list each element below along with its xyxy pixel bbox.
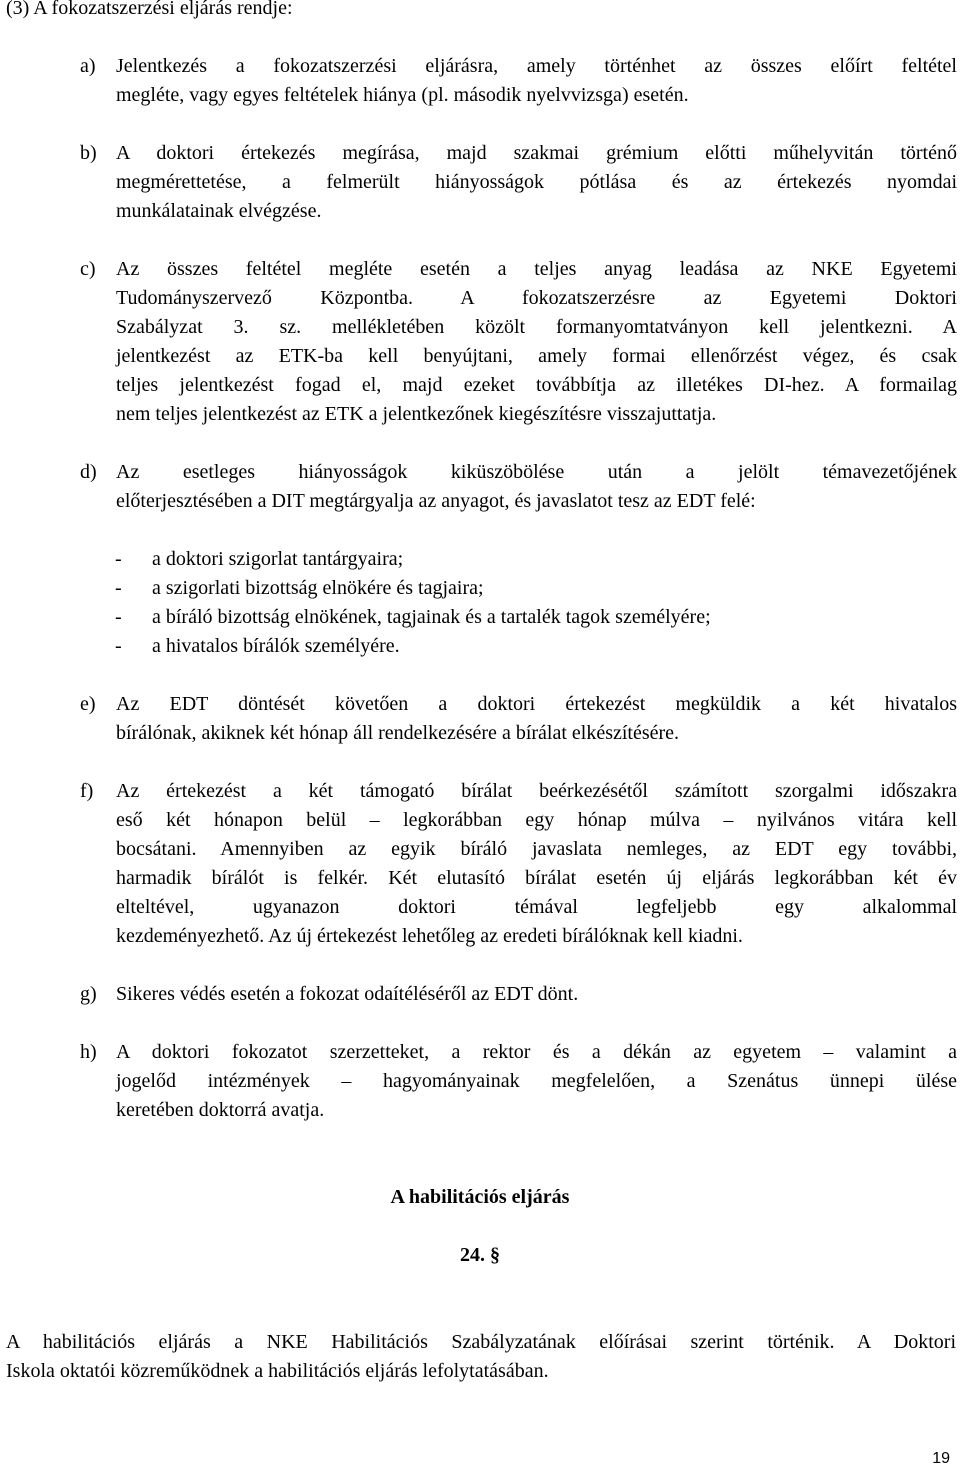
section-number: 24. § — [460, 1244, 500, 1266]
page-number: 19 — [932, 1450, 950, 1467]
section-title: A habilitációs eljárás — [390, 1186, 570, 1208]
item-label: b) — [80, 142, 97, 164]
item-text: Az összes feltétel megléte esetén a teljes anyag leadása az NKE Egyetemi Tudományszervező Központba. A fokozatszerzésre az Egyetemi Doktori Szabályzat 3. sz. mellékletében közölt formanyomtatványon kell jelentkezni. A jelentkezést az ETK-ba kell benyújtani, amely formai ellenőrzést végez, és csak teljes jelentkezést fogad el, majd ezeket továbbítja az illetékes DI-hez. A formailag nem teljes jelentkezést az ETK a jelentkezőnek kiegészítésre visszajuttatja. — [116, 258, 957, 425]
item-text: A doktori értekezés megírása, majd szakmai grémium előtti műhelyvitán történő megmérettetése, a felmerült hiányosságok pótlása és az értekezés nyomdai munkálatainak elvégzése. — [116, 142, 957, 222]
item-text: Sikeres védés esetén a fokozat odaítéléséről az EDT dönt. — [116, 983, 579, 1005]
item-text: Az értekezést a két támogató bírálat beérkezésétől számított szorgalmi időszakra eső két hónapon belül – legkorábban egy hónap múlva – nyilvános vitára kell bocsátani. Amennyiben az egyik bíráló javaslata nemleges, az EDT egy további, harmadik bírálót is felkér. Két elutasító bírálat esetén új eljárás legkorábban két év elteltével, ugyanazon doktori témával legfeljebb egy alkalommal kezdeményezhető. Az új értekezést lehetőleg az eredeti bírálóknak kell kiadni. — [116, 780, 957, 947]
item-label: h) — [80, 1041, 97, 1063]
item-label: a) — [80, 55, 96, 77]
item-label: d) — [80, 461, 97, 483]
procedure-heading: (3) A fokozatszerzési eljárás rendje: — [6, 0, 293, 19]
dash-marker: - — [115, 635, 122, 657]
item-label: f) — [80, 780, 94, 802]
item-label: c) — [80, 258, 96, 280]
dash-marker: - — [115, 606, 122, 628]
item-label: g) — [80, 983, 97, 1005]
item-text: A doktori fokozatot szerzetteket, a rektor és a dékán az egyetem – valamint a jogelőd intézmények – hagyományainak megfelelően, a Szenátus ünnepi ülése keretében doktorrá avatja. — [116, 1041, 957, 1121]
dash-marker: - — [115, 577, 122, 599]
item-text: Az esetleges hiányosságok kiküszöbölése után a jelölt témavezetőjének előterjesztésében a DIT megtárgyalja az anyagot, és javaslatot tesz az EDT felé: — [116, 461, 957, 512]
item-text: Az EDT döntését követően a doktori értekezést megküldik a két hivatalos bírálónak, akiknek két hónap áll rendelkezésére a bírálat elkészítésére. — [116, 693, 957, 744]
dash-marker: - — [115, 548, 122, 570]
item-label: e) — [80, 693, 96, 715]
closing-paragraph: A habilitációs eljárás a NKE Habilitációs Szabályzatának előírásai szerint történik. A Doktori Iskola oktatói közreműködnek a habilitációs eljárás lefolytatásában. — [6, 1331, 956, 1382]
document-page: (3) A fokozatszerzési eljárás rendje: a) Jelentkezés a fokozatszerzési eljárásra, amely történhet az összes előírt feltétel megléte, vagy egyes feltételek hiánya (pl. második nyelvvizsga) esetén. b) A doktori értekezés megírása, majd szakmai grémium előtti műhelyvitán történő megmérettetése, a felmerült hiányosságok pótlása és az értekezés nyomdai munkálatainak elvégzése. c) Az összes feltétel megléte esetén a teljes anyag leadása az NKE Egyetemi Tudományszervező Központba. A fokozatszerzésre az Egyetemi Doktori Szabályzat 3. sz. mellékletében közölt formanyomtatványon kell jelentkezni. A jelentkezést az ETK-ba kell benyújtani, amely formai ellenőrzést végez, és csak teljes jelentkezést fogad el, majd ezeket továbbítja az illetékes DI-hez. A formailag nem teljes jelentkezést az ETK a jelentkezőnek kiegészítésre visszajuttatja. d) Az esetleges hiányosságok kiküszöbölése után a jelölt témavezetőjének előterjesztésében a DIT megtárgyalja az anyagot, és javaslatot tesz az EDT felé: - a doktori szigorlat tantárgyaira; - a szigorlati bizottság elnökére és tagjaira; - a bíráló bizottság elnökének, tagjainak és a tartalék tagok személyére; - a hivatalos bírálók személyére. e) Az EDT döntését követően a doktori értekezést megküldik a két hivatalos bírálónak, akiknek két hónap áll rendelkezésére a bírálat elkészítésére. f) Az értekezést a két támogató bírálat beérkezésétől számított szorgalmi időszakra eső két hónapon belül – legkorábban egy hónap múlva – nyilvános vitára kell bocsátani. Amennyiben az egyik bíráló javaslata nemleges, az EDT egy további, harmadik bírálót is felkér. Két elutasító bírálat esetén új eljárás legkorábban két év elteltével, ugyanazon doktori témával legfeljebb egy alkalommal kezdeményezhető. Az új értekezést lehetőleg az eredeti bírálóknak kell kiadni. g) Sikeres védés esetén a fokozat odaítéléséről az EDT dönt. h) A doktori fokozatot szerzetteket, a rektor és a dékán az egyetem – valamint a jogelőd intézmények – hagyományainak megfelelően, a Szenátus ünnepi ülése keretében doktorrá avatja. A habilitációs eljárás 24. § A habilitációs eljárás a NKE Habilitációs Szabályzatának előírásai szerint történik. A Doktori Iskola oktatói közreműködnek a habilitációs eljárás lefolytatásában. 19 — [0, 0, 960, 1476]
item-text: Jelentkezés a fokozatszerzési eljárásra, amely történhet az összes előírt feltétel megléte, vagy egyes feltételek hiánya (pl. második nyelvvizsga) esetén. — [116, 55, 957, 106]
